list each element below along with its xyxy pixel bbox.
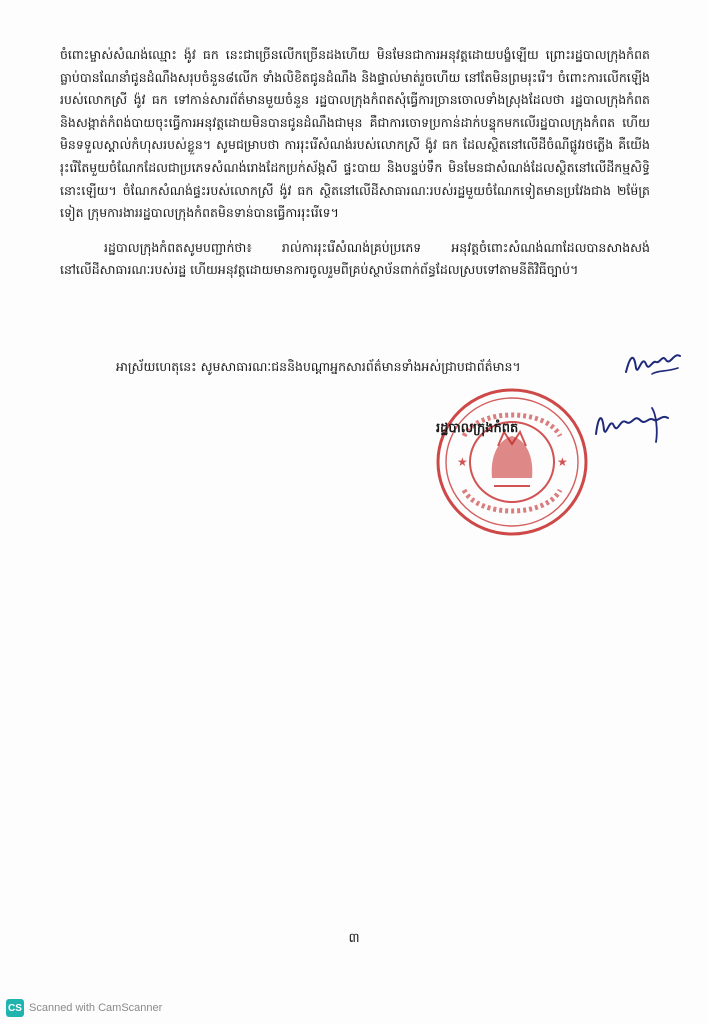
camscanner-logo-icon: CS — [6, 999, 24, 1017]
issuing-authority: រដ្ឋបាលក្រុងកំពត — [436, 421, 519, 436]
scanner-watermark — [6, 998, 162, 1018]
closing-statement: អាស្រ័យហេតុនេះ សូមសាធារណៈជននិងបណ្ដាអ្នកសារព័ត៌មានទាំងអស់ជ្រាបជាព័ត៌មាន។ — [116, 359, 521, 374]
official-seal-icon — [434, 386, 590, 538]
svg-text:★: ★ — [557, 455, 568, 469]
svg-text:★: ★ — [457, 455, 468, 469]
scanner-watermark-text: Scanned with CamScanner — [29, 1002, 163, 1014]
page-number: ៣ — [348, 931, 360, 946]
paragraph-2: រដ្ឋបាលក្រុងកំពតសូមបញ្ជាក់ថា៖ រាល់ការរុះរើសំណង់គ្រប់ប្រភេទ អនុវត្តចំពោះសំណង់ណាដែលបានសាងសង់នៅលើដីសាធារណៈរបស់រដ្ឋ ហើយអនុវត្តដោយមានការចូលរួមពីគ្រប់ស្ថាប័នពាក់ព័ន្ធដែលស្របទៅតាមនីតិវិធីច្បាប់។ — [60, 239, 650, 278]
paragraph-1: ចំពោះម្ចាស់សំណង់ឈ្មោះ ង៉ូវ ធក នេះជាច្រើនលើកច្រើនដងហើយ មិនមែនជាការអនុវត្តដោយបង្ខំឡើយ ព្រោះរដ្ឋបាលក្រុងកំពតធ្លាប់បានណែនាំជូនដំណឹងសរុបចំនួន៨លើក ទាំងលិខិតជូនដំណឹង និងផ្ទាល់មាត់រួចហើយ នៅតែមិនព្រមរុះរើ។ ចំពោះការលើកឡើងរបស់លោកស្រី ង៉ូវ ធក ទៅកាន់សារព័ត៌មានមួយចំនួន រដ្ឋបាលក្រុងកំពតសុំធ្វើការច្រានចោលទាំងស្រុងដែលថា រដ្ឋបាលក្រុងកំពតនិងសង្កាត់កំពង់បាយចុះធ្វើការអនុវត្តដោយមិនបានជូនដំណឹងជាមុន គឺជាការចោទប្រកាន់ដាក់បន្ទុកមកលើរដ្ឋបាលក្រុងកំពត ហើយមិនទទួលស្គាល់កំហុសរបស់ខ្លួន។ សូមជម្រាបថា ការរុះរើសំណង់របស់លោកស្រី ង៉ូវ ធក ដែលស្ថិតនៅលើដីចំណីផ្លូវរថភ្លើង គឺយើងរុះរើតែមួយចំណែកដែលជាប្រភេទសំណង់រោងដែកប្រក់ស័ង្កសី ផ្ទះបាយ និងបន្ទប់ទឹក មិនមែនជាសំណង់ដែលស្ថិតនៅលើដីកម្មសិទ្ធិនោះឡើយ។ ចំណែកសំណង់ផ្ទះរបស់លោកស្រី ង៉ូវ ធក ស្ថិតនៅលើដីសាធារណៈរបស់រដ្ឋមួយចំណែកទៀតមានប្រវែងជាង ២ម៉ែត្រទៀត ក្រុមការងាររដ្ឋបាលក្រុងកំពតមិនទាន់បានធ្វើការរុះរើទេ។ — [60, 47, 650, 221]
initials-signature-icon — [622, 346, 684, 380]
body-text — [60, 44, 650, 282]
signature-icon — [592, 400, 674, 446]
